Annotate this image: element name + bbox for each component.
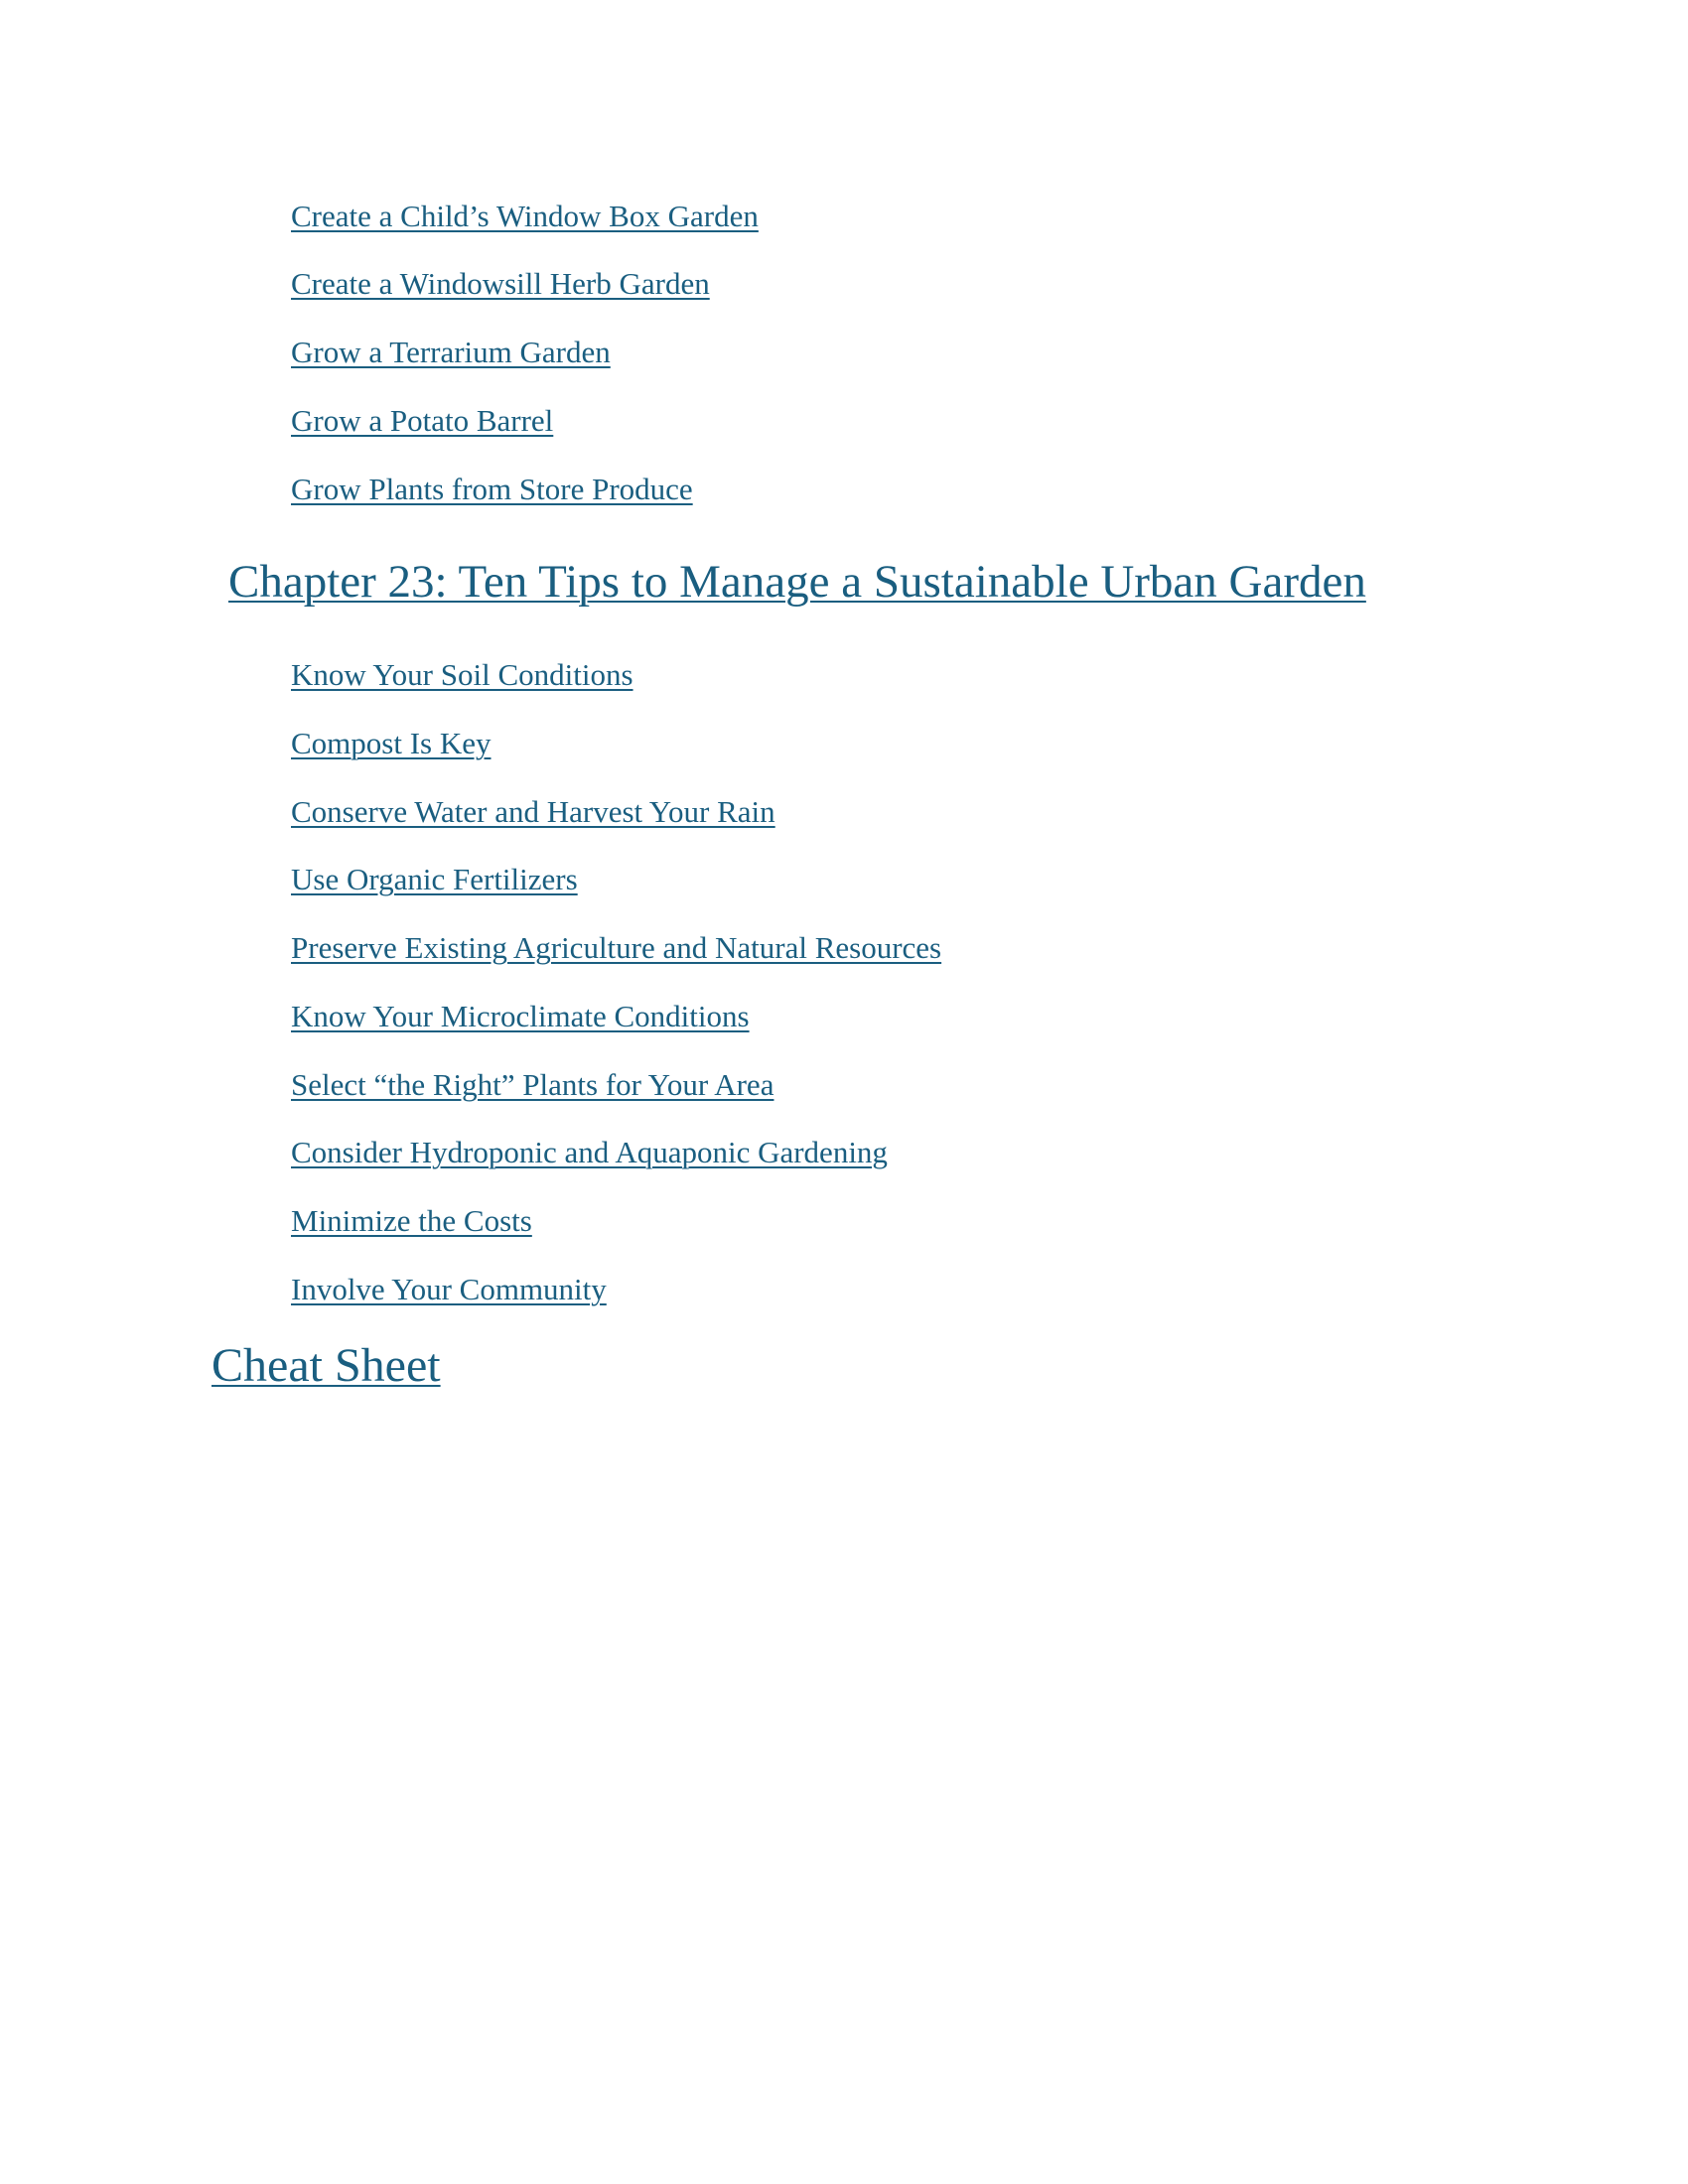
toc-link-conserve-water[interactable]: Conserve Water and Harvest Your Rain	[291, 794, 775, 829]
toc-link-compost[interactable]: Compost Is Key	[291, 726, 492, 760]
toc-link-organic-fertilizers[interactable]: Use Organic Fertilizers	[291, 862, 578, 896]
toc-link-window-box-garden[interactable]: Create a Child’s Window Box Garden	[291, 199, 759, 233]
toc-link-store-produce[interactable]: Grow Plants from Store Produce	[291, 472, 693, 506]
toc-link-microclimate[interactable]: Know Your Microclimate Conditions	[291, 999, 750, 1033]
toc-link-windowsill-herb-garden[interactable]: Create a Windowsill Herb Garden	[291, 266, 710, 301]
toc-link-minimize-costs[interactable]: Minimize the Costs	[291, 1203, 532, 1238]
toc-link-community[interactable]: Involve Your Community	[291, 1272, 607, 1306]
toc-chapter-23-link[interactable]: Chapter 23: Ten Tips to Manage a Sustainable Urban Garden	[228, 556, 1366, 608]
toc-cheat-sheet-link[interactable]: Cheat Sheet	[211, 1339, 441, 1392]
toc-link-soil-conditions[interactable]: Know Your Soil Conditions	[291, 657, 633, 692]
toc-link-right-plants[interactable]: Select “the Right” Plants for Your Area	[291, 1067, 774, 1102]
toc-link-preserve-agriculture[interactable]: Preserve Existing Agriculture and Natural Resources	[291, 930, 942, 965]
toc-link-hydroponic[interactable]: Consider Hydroponic and Aquaponic Gardening	[291, 1135, 888, 1169]
toc-link-terrarium-garden[interactable]: Grow a Terrarium Garden	[291, 335, 611, 369]
toc-link-potato-barrel[interactable]: Grow a Potato Barrel	[291, 403, 554, 438]
